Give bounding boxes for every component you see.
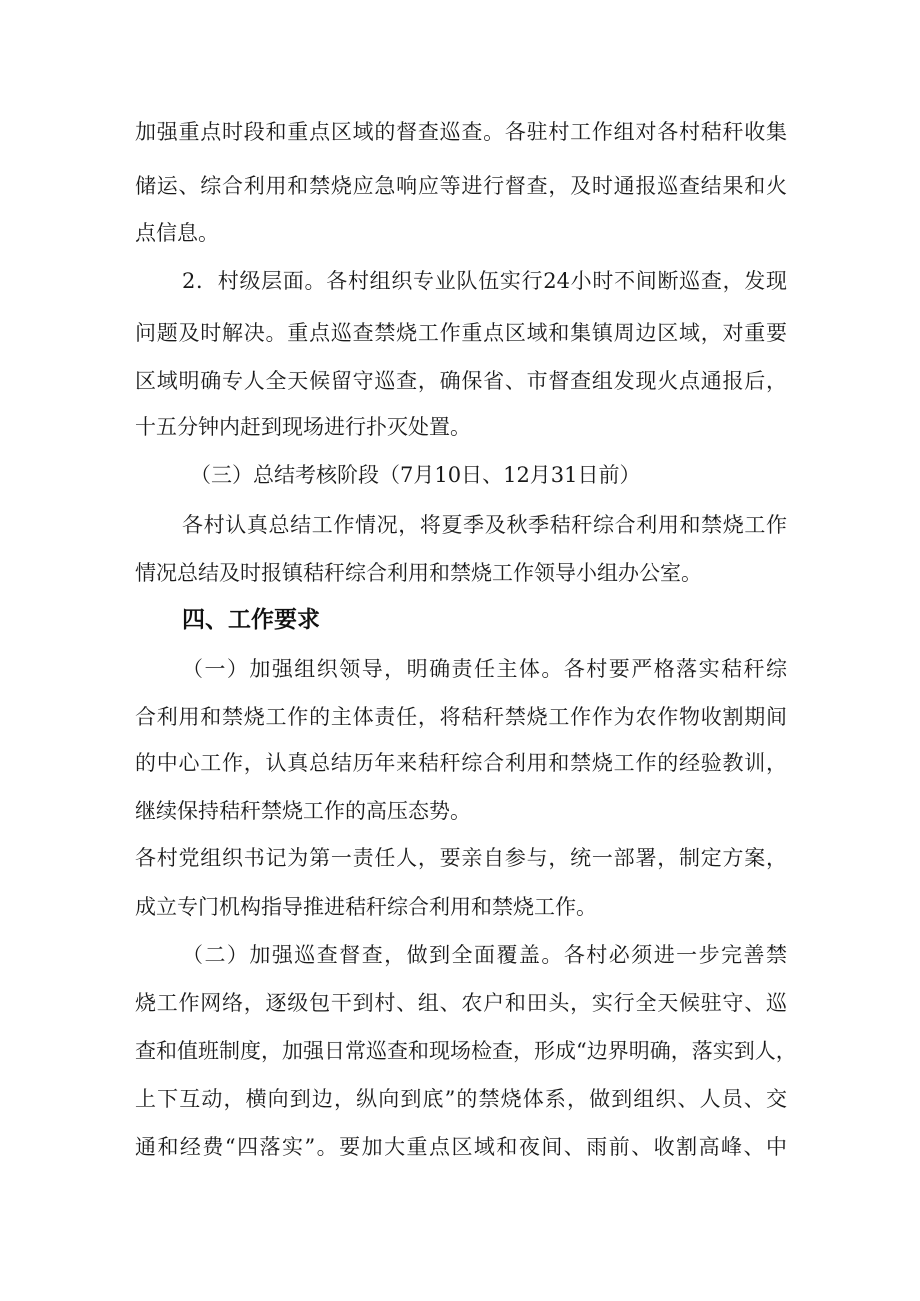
paragraph-line: 点信息。 xyxy=(135,221,219,245)
paragraph-line: （二）加强巡查督查，做到全面覆盖。各村必须进一步完善禁 xyxy=(182,943,787,967)
paragraph-line: 各村认真总结工作情况，将夏季及秋季秸秆综合利用和禁烧工作 xyxy=(182,513,787,537)
paragraph-line: 加强重点时段和重点区域的督查巡查。各驻村工作组对各村秸秆收集 xyxy=(135,120,787,144)
paragraph-line: 上下互动，横向到边，纵向到底”的禁烧体系，做到组织、人员、交 xyxy=(135,1087,787,1111)
paragraph-line: （一）加强组织领导，明确责任主体。各村要严格落实秸秆综 xyxy=(182,657,787,681)
paragraph-line: 成立专门机构指导推进秸秆综合利用和禁烧工作。 xyxy=(135,895,597,919)
paragraph-line: 情况总结及时报镇秸秆综合利用和禁烧工作领导小组办公室。 xyxy=(135,561,702,585)
paragraph-line: 问题及时解决。重点巡查禁烧工作重点区域和集镇周边区域，对重要 xyxy=(135,321,787,345)
paragraph-line: 继续保持秸秆禁烧工作的高压态势。 xyxy=(135,799,471,823)
paragraph-line: 烧工作网络，逐级包干到村、组、农户和田头，实行全天候驻守、巡 xyxy=(135,991,787,1015)
paragraph-line: 通和经费“四落实”。要加大重点区域和夜间、雨前、收割高峰、中 xyxy=(135,1135,787,1159)
paragraph-line: 各村党组织书记为第一责任人，要亲自参与，统一部署，制定方案， xyxy=(135,846,787,870)
paragraph-line: 十五分钟内赶到现场进行扑灭处置。 xyxy=(135,415,471,439)
paragraph-line: 查和值班制度，加强日常巡查和现场检查，形成“边界明确，落实到人， xyxy=(135,1039,797,1063)
paragraph-line: 合利用和禁烧工作的主体责任，将秸秆禁烧工作作为农作物收割期间 xyxy=(135,705,787,729)
paragraph-line: 的中心工作，认真总结历年来秸秆综合利用和禁烧工作的经验教训， xyxy=(135,751,787,775)
paragraph-line: 储运、综合利用和禁烧应急响应等进行督查，及时通报巡查结果和火 xyxy=(135,174,787,198)
paragraph-line: 2．村级层面。各村组织专业队伍实行24小时不间断巡查，发现 xyxy=(182,269,787,293)
section-heading: 四、工作要求 xyxy=(182,607,320,633)
paragraph-line: 区域明确专人全天候留守巡查，确保省、市督查组发现火点通报后， xyxy=(135,369,787,393)
subsection-heading: （三）总结考核阶段（7月10日、12月31日前） xyxy=(190,463,641,487)
